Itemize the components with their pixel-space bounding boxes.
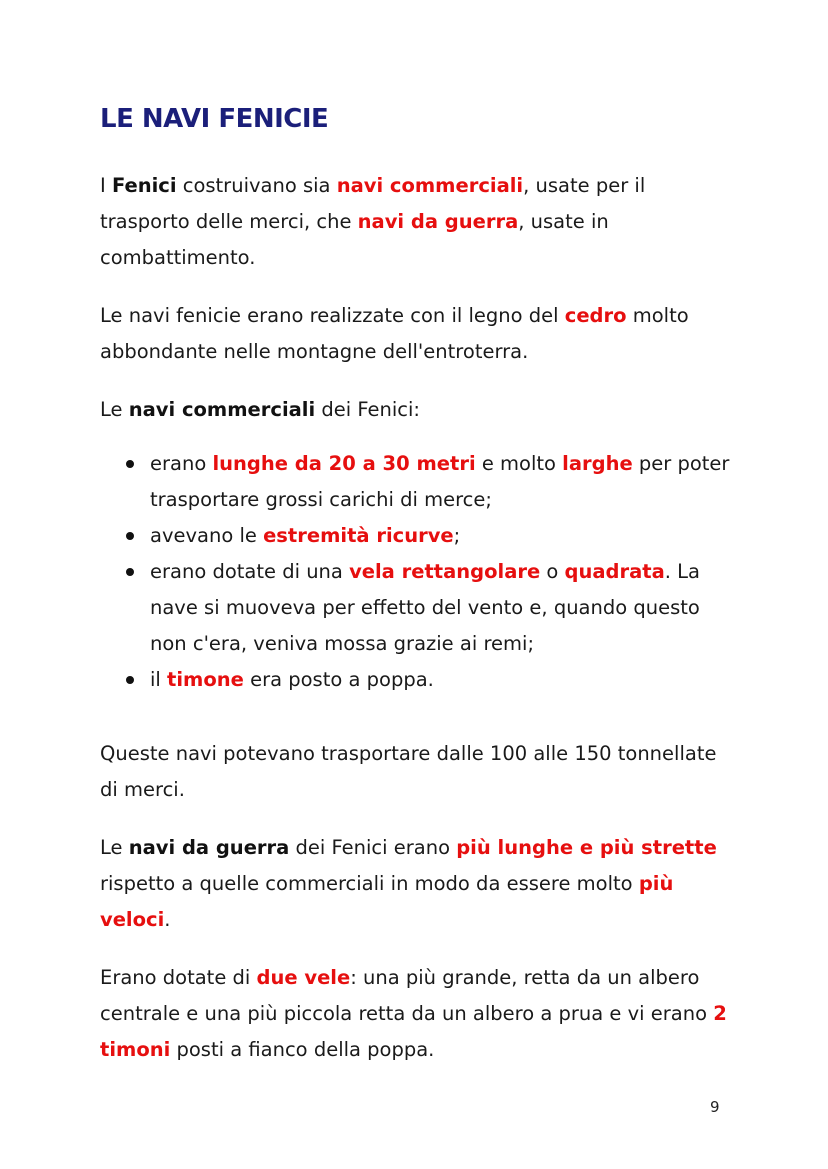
keyword-fenici: Fenici <box>111 174 177 197</box>
highlight-2-timoni: 2 timoni <box>100 1002 727 1061</box>
list-item: erano lunghe da 20 a 30 metri e molto larghe per poter trasportare grossi carichi di merce; <box>126 446 740 518</box>
highlight-navi-da-guerra: navi da guerra <box>357 210 519 233</box>
highlight-lunghezza: lunghe da 20 a 30 metri <box>212 452 476 475</box>
keyword-navi-commerciali: navi commerciali <box>128 398 316 421</box>
highlight-due-vele: due vele <box>256 966 351 989</box>
paragraph-tonnellate: Queste navi potevano trasportare dalle 100 alle 150 tonnellate di merci. <box>100 742 717 801</box>
list-item: il timone era posto a poppa. <box>126 662 740 698</box>
highlight-vela-rettangolare: vela rettangolare <box>349 560 541 583</box>
bullet-icon <box>126 568 134 576</box>
bullet-icon <box>126 460 134 468</box>
highlight-timone: timone <box>167 668 244 691</box>
highlight-estremita-ricurve: estremità ricurve <box>263 524 454 547</box>
page-content <box>100 104 740 1090</box>
page-number: 9 <box>710 1098 720 1116</box>
highlight-piu-veloci: più veloci <box>100 872 674 931</box>
list-item: erano dotate di una vela rettangolare o quadrata. La nave si muoveva per effetto del vento e, quando questo non c'era, veniva mossa grazie ai remi; <box>126 554 740 662</box>
paragraph-intro: I Fenici costruivano sia navi commerciali, usate per il trasporto delle merci, che navi da guerra, usate in combattimento. <box>100 174 646 269</box>
highlight-quadrata: quadrata <box>564 560 665 583</box>
highlight-navi-commerciali: navi commerciali <box>336 174 524 197</box>
bullet-icon <box>126 532 134 540</box>
paragraph-vele-timoni: Erano dotate di due vele: una più grande, retta da un albero centrale e una più piccola retta da un albero a prua e vi erano 2 timoni posti a fianco della poppa. <box>100 966 727 1061</box>
highlight-larghe: larghe <box>562 452 633 475</box>
highlight-piu-lunghe: più lunghe e più strette <box>456 836 717 859</box>
highlight-cedro: cedro <box>564 304 627 327</box>
bullet-icon <box>126 676 134 684</box>
paragraph-commercial-intro: Le navi commerciali dei Fenici: <box>100 398 420 421</box>
paragraph-navi-guerra: Le navi da guerra dei Fenici erano più lunghe e più strette rispetto a quelle commerciali in modo da essere molto più veloci. <box>100 836 717 931</box>
keyword-navi-da-guerra: navi da guerra <box>128 836 290 859</box>
paragraph-cedro: Le navi fenicie erano realizzate con il legno del cedro molto abbondante nelle montagne dell'entroterra. <box>100 304 689 363</box>
page-title: LE NAVI FENICIE <box>100 104 329 134</box>
commercial-ships-list <box>100 446 740 698</box>
list-item: avevano le estremità ricurve; <box>126 518 740 554</box>
